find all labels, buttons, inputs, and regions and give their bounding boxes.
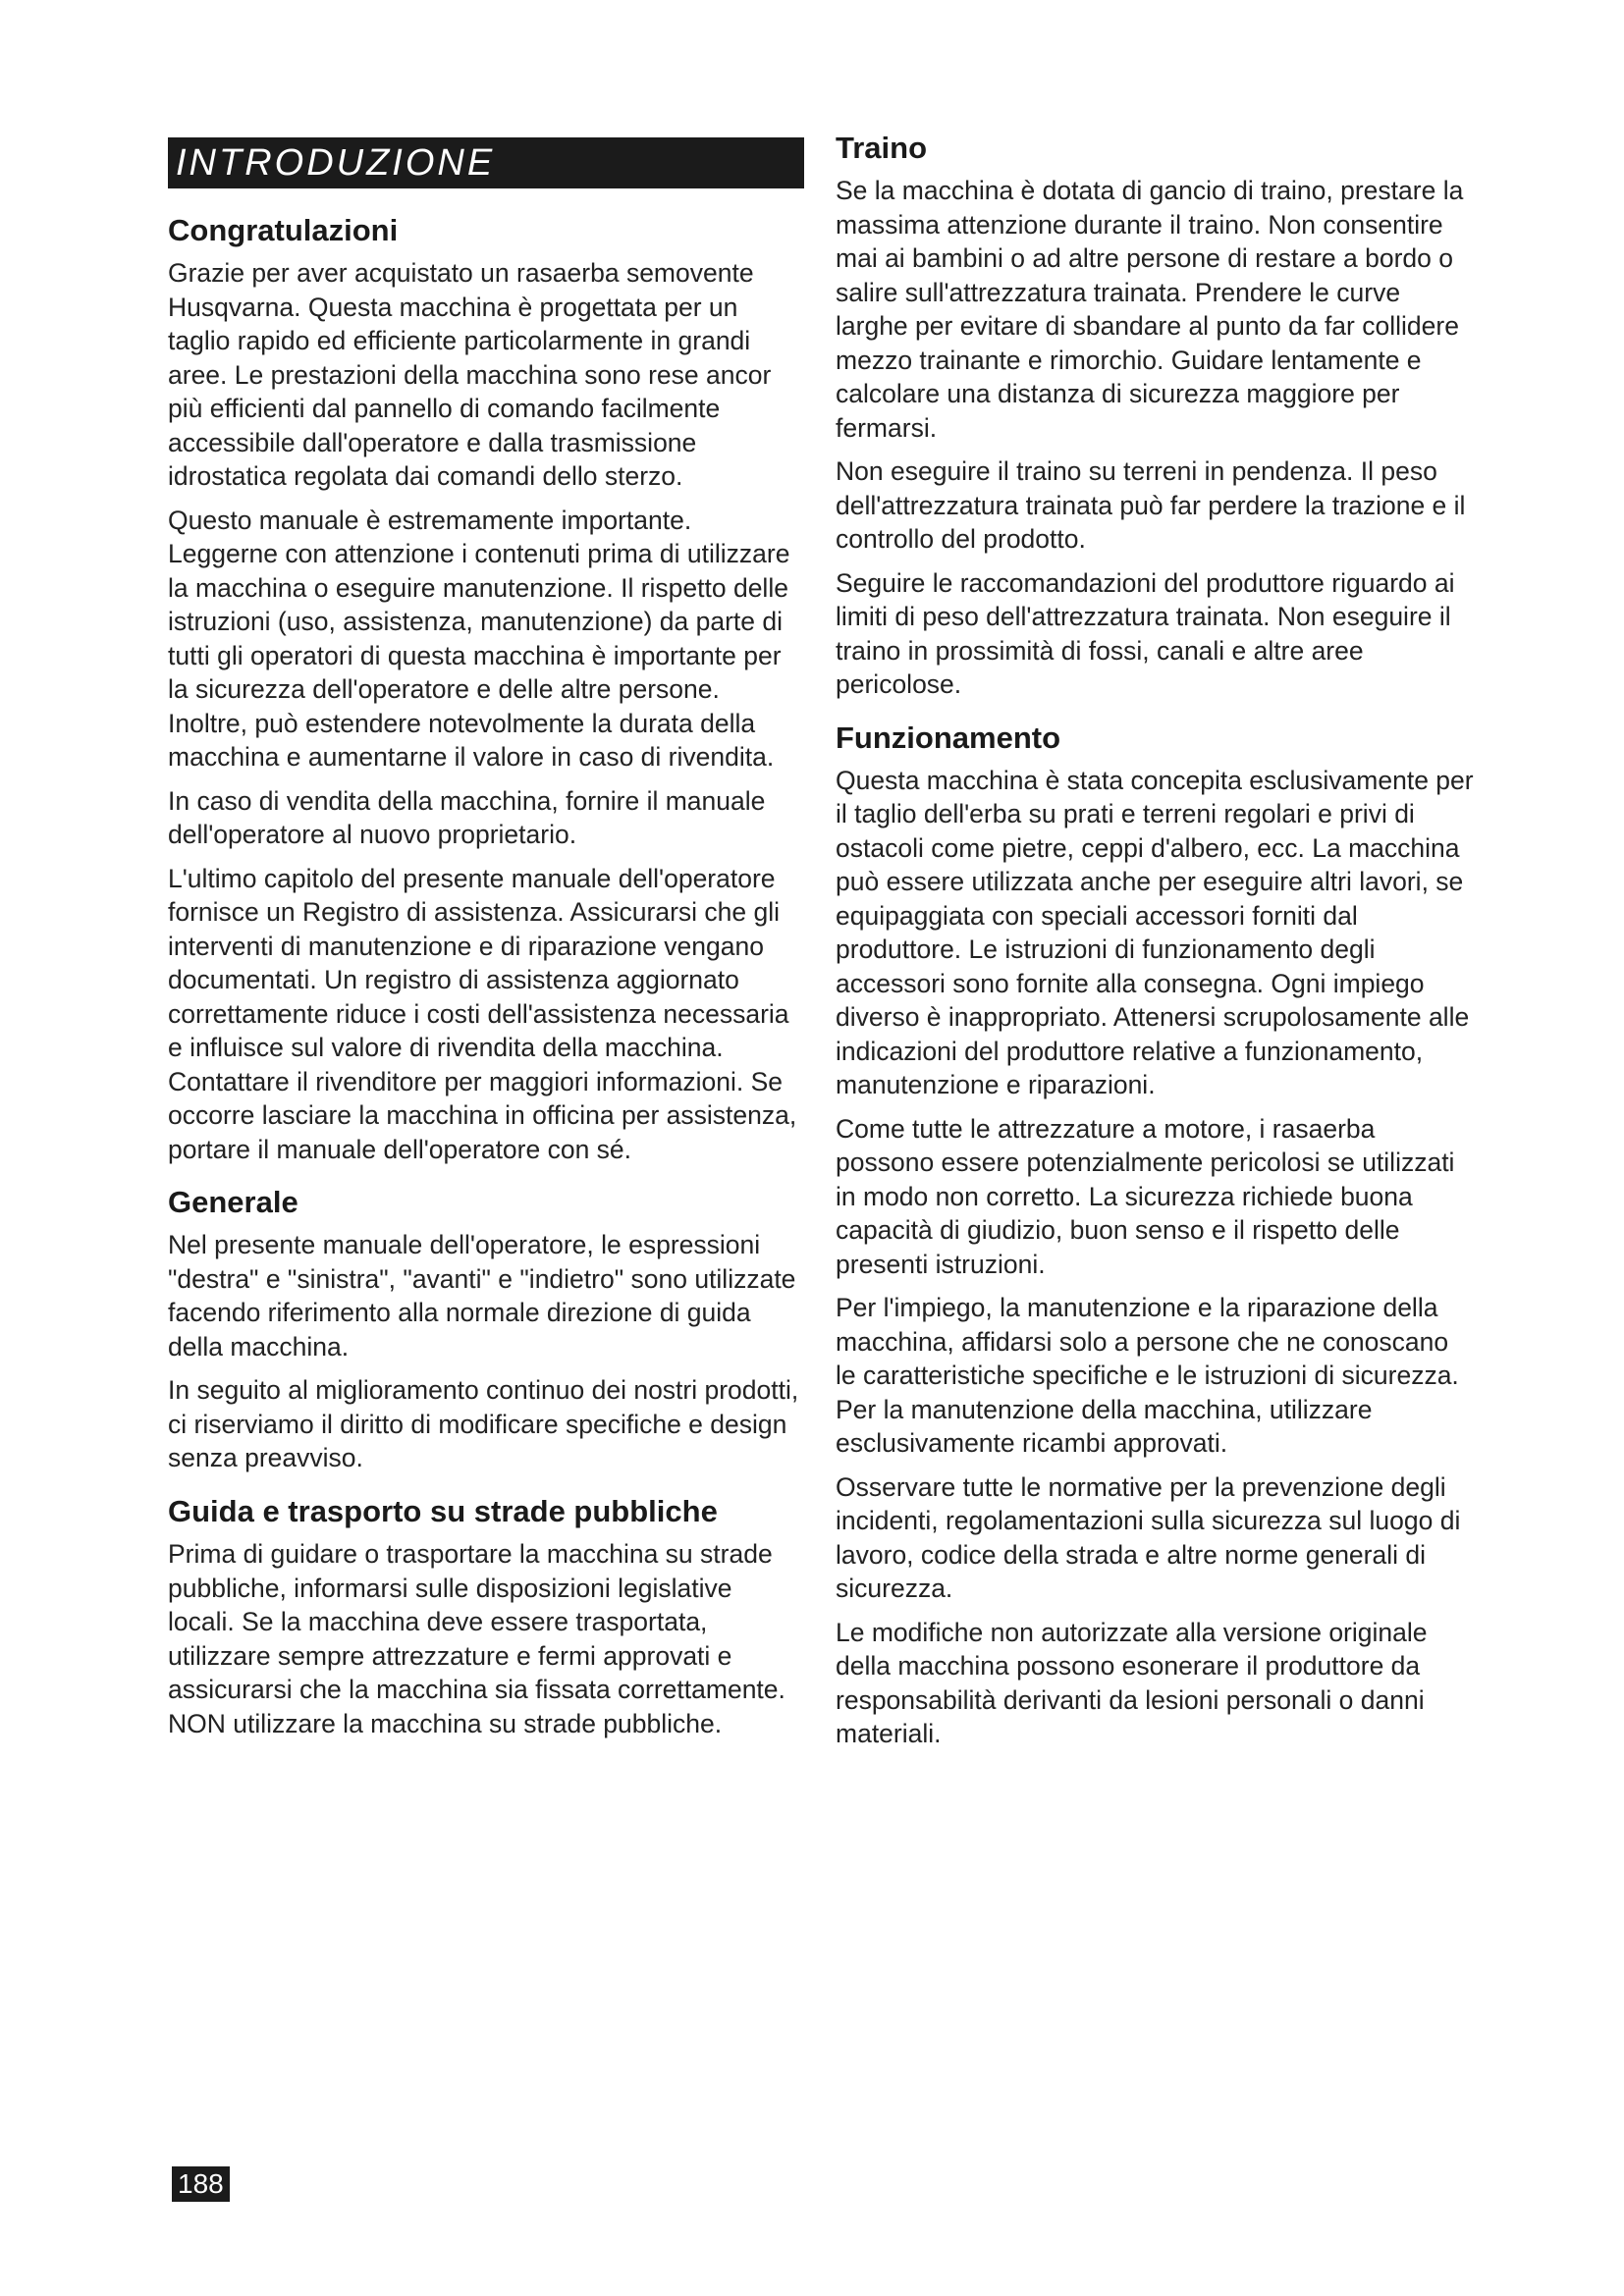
paragraph: Prima di guidare o trasportare la macchina su strade pubbliche, informarsi sulle disposizioni legislative locali. Se la macchina deve essere trasportata, utilizzare sempre attrezzature e fermi approvati e assicurarsi che la macchina sia fissata correttamente. NON utilizzare la macchina su strade pubbliche. (168, 1539, 785, 1738)
banner-title: INTRODUZIONE (176, 142, 496, 184)
paragraph: Seguire le raccomandazioni del produttore riguardo ai limiti di peso dell'attrezzatura trainata. Non eseguire il traino in prossimità di fossi, canali e altre aree pericolose. (836, 567, 1455, 700)
heading-funzionamento: Funzionamento (836, 720, 1061, 755)
paragraph: Questa macchina è stata concepita esclusivamente per il taglio dell'erba su prati e terreni regolari e privi di ostacoli come pietre, ceppi d'albero, ecc. La macchina può essere utilizzata anche per eseguire altri lavori, se equipaggiata con speciali accessori forniti dal produttore. Le istruzioni di funzionamento degli accessori sono fornite alla consegna. Ogni impiego diverso è inappropriato. Attenersi scrupolosamente alle indicazioni del produttore relative a funzionamento, manutenzione e riparazioni. (836, 765, 1474, 1100)
paragraph: L'ultimo capitolo del presente manuale dell'operatore fornisce un Registro di assistenza. Assicurarsi che gli interventi di manutenzione e di riparazione vengano documentati. Un registro di assistenza aggiornato correttamente riduce i costi dell'assistenza necessaria e influisce sul valore di rivendita della macchina. Contattare il rivenditore per maggiori informazioni. Se occorre lasciare la macchina in officina per assistenza, portare il manuale dell'operatore con sé. (168, 863, 797, 1164)
paragraph: Nel presente manuale dell'operatore, le espressioni "destra" e "sinistra", "avanti" e "indietro" sono utilizzate facendo riferimento alla normale direzione di guida della macchina. (168, 1230, 796, 1362)
section-funzionamento (836, 720, 1476, 1751)
heading-traino: Traino (836, 131, 928, 165)
paragraph: Come tutte le attrezzature a motore, i rasaerba possono essere potenzialmente pericolosi se utilizzati in modo non corretto. La sicurezza richiede buona capacità di giudizio, buon senso e il rispetto delle presenti istruzioni. (836, 1113, 1455, 1279)
paragraph: Grazie per aver acquistato un rasaerba semovente Husqvarna. Questa macchina è progettata per un taglio rapido ed efficiente particolarmente in grandi aree. Le prestazioni della macchina sono rese ancor più efficienti dal pannello di comando facilmente accessibile dall'operatore e dalla trasmissione idrostatica regolata dai comandi dello sterzo. (168, 258, 772, 492)
heading-generale: Generale (168, 1185, 298, 1220)
paragraph: Osservare tutte le normative per la prevenzione degli incidenti, regolamentazioni sulla sicurezza sul luogo di lavoro, codice della strada e altre norme generali di sicurezza. (836, 1471, 1461, 1604)
section-traino (836, 130, 1476, 702)
left-column (168, 137, 804, 1758)
paragraph: Le modifiche non autorizzate alla versione originale della macchina possono esonerare il produttore da responsabilità derivanti da lesioni personali o danni materiali. (836, 1617, 1428, 1749)
heading-congratulazioni: Congratulazioni (168, 213, 399, 247)
paragraph: In caso di vendita della macchina, fornire il manuale dell'operatore al nuovo proprietario. (168, 785, 766, 850)
paragraph: Questo manuale è estremamente importante. Leggerne con attenzione i contenuti prima di utilizzare la macchina o eseguire manutenzione. Il rispetto delle istruzioni (uso, assistenza, manutenzione) da parte di tutti gli operatori di questa macchina è importante per la sicurezza dell'operatore e delle altre persone. Inoltre, può estendere notevolmente la durata della macchina e aumentarne il valore in caso di rivendita. (168, 505, 790, 773)
section-generale (168, 1184, 804, 1475)
paragraph: In seguito al miglioramento continuo dei nostri prodotti, ci riserviamo il diritto di modificare specifiche e design senza preavviso. (168, 1375, 799, 1473)
paragraph: Per l'impiego, la manutenzione e la riparazione della macchina, affidarsi solo a persone che ne conoscano le caratteristiche specifiche e le istruzioni di sicurezza. Per la manutenzione della macchina, utilizzare esclusivamente ricambi approvati. (836, 1293, 1459, 1459)
paragraph: Se la macchina è dotata di gancio di traino, prestare la massima attenzione durante il traino. Non consentire mai ai bambini o ad altre persone di restare a bordo o salire sull'attrezzatura trainata. Prendere le curve larghe per evitare di sbandare al punto da far collidere mezzo trainante e rimorchio. Guidare lentamente e calcolare una distanza di sicurezza maggiore per fermarsi. (836, 176, 1464, 443)
heading-guida-trasporto: Guida e trasporto su strade pubbliche (168, 1493, 718, 1528)
paragraph: Non eseguire il traino su terreni in pendenza. Il peso dell'attrezzatura trainata può far perdere la trazione e il controllo del prodotto. (836, 456, 1466, 555)
page-number: 188 (172, 2166, 230, 2202)
section-guida-trasporto (168, 1493, 804, 1740)
right-column (836, 130, 1476, 1769)
section-banner (168, 137, 804, 188)
section-congratulazioni (168, 212, 804, 1166)
